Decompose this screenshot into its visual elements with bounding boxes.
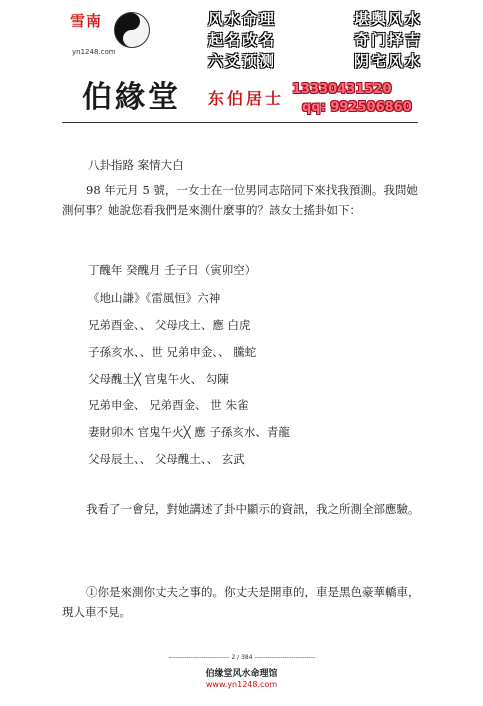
hexagram-line: 子孫亥水、、世 兄弟申金、、 騰蛇 bbox=[88, 345, 257, 359]
analysis-paragraph: 我看了一會兒，對她講述了卦中顯示的資訊，我之所測全部應驗。 bbox=[86, 502, 420, 516]
service-label: 六爻预测 bbox=[208, 52, 277, 70]
hexagram-line: 妻財卯木 官鬼午火╳ 應 子孫亥水、青龍 bbox=[88, 425, 290, 439]
gua-line: 《地山謙》《雷風恒》六神 bbox=[88, 291, 221, 305]
service-label: 起名改名 bbox=[208, 31, 277, 49]
services-row bbox=[208, 29, 422, 49]
qq-number: qq: 992506860 bbox=[302, 100, 412, 115]
services-row bbox=[208, 8, 422, 28]
brand-name: 伯緣堂 bbox=[82, 80, 181, 115]
header-divider bbox=[62, 122, 418, 123]
doc-title: 八卦指路 案情大白 bbox=[88, 158, 184, 172]
date-line: 丁醜年 癸醜月 壬子日（寅卯空） bbox=[88, 263, 257, 277]
hexagram-line: 父母辰土、、 父母醜土、、 玄武 bbox=[88, 452, 245, 466]
page-indicator: ---------------------------- 2 / 384 ---------------------------- bbox=[168, 654, 316, 661]
hexagram-line: 兄弟申金、 兄弟酉金、 世 朱雀 bbox=[88, 398, 249, 412]
hexagram-line: 兄弟酉金、、 父母戌土、應 白虎 bbox=[88, 318, 251, 332]
logo-url: yn1248.com bbox=[72, 48, 116, 56]
footer-url[interactable]: www.yn1248.com bbox=[205, 680, 278, 689]
service-label: 堪舆风水 bbox=[353, 10, 422, 28]
services-row bbox=[208, 50, 422, 70]
logo-text: 雪南 bbox=[70, 12, 103, 30]
service-label: 风水命理 bbox=[208, 10, 277, 28]
footer-name: 伯缘堂风水命理馆 bbox=[205, 669, 278, 679]
hexagram-line: 父母醜土╳ 官鬼午火、 勾陳 bbox=[88, 372, 229, 386]
logo bbox=[70, 8, 152, 64]
point-paragraph: ①你是來測你丈夫之事的。你丈夫是開車的，車是黑色豪華轎車，現人車不見。 bbox=[62, 585, 420, 619]
intro-paragraph: 98 年元月 5 號，一女士在一位男同志陪同下來找我預測。我問她測何事？她說您看我們是來測什麼事的？該女士搖卦如下： bbox=[62, 183, 418, 217]
service-label: 阴宅风水 bbox=[353, 52, 422, 70]
taiji-icon bbox=[114, 12, 150, 48]
header-banner bbox=[60, 6, 422, 118]
master-name: 东伯居士 bbox=[208, 89, 285, 108]
services-grid bbox=[208, 8, 422, 71]
service-label: 奇门择吉 bbox=[353, 31, 422, 49]
phone-number: 13330431520 bbox=[292, 82, 392, 97]
